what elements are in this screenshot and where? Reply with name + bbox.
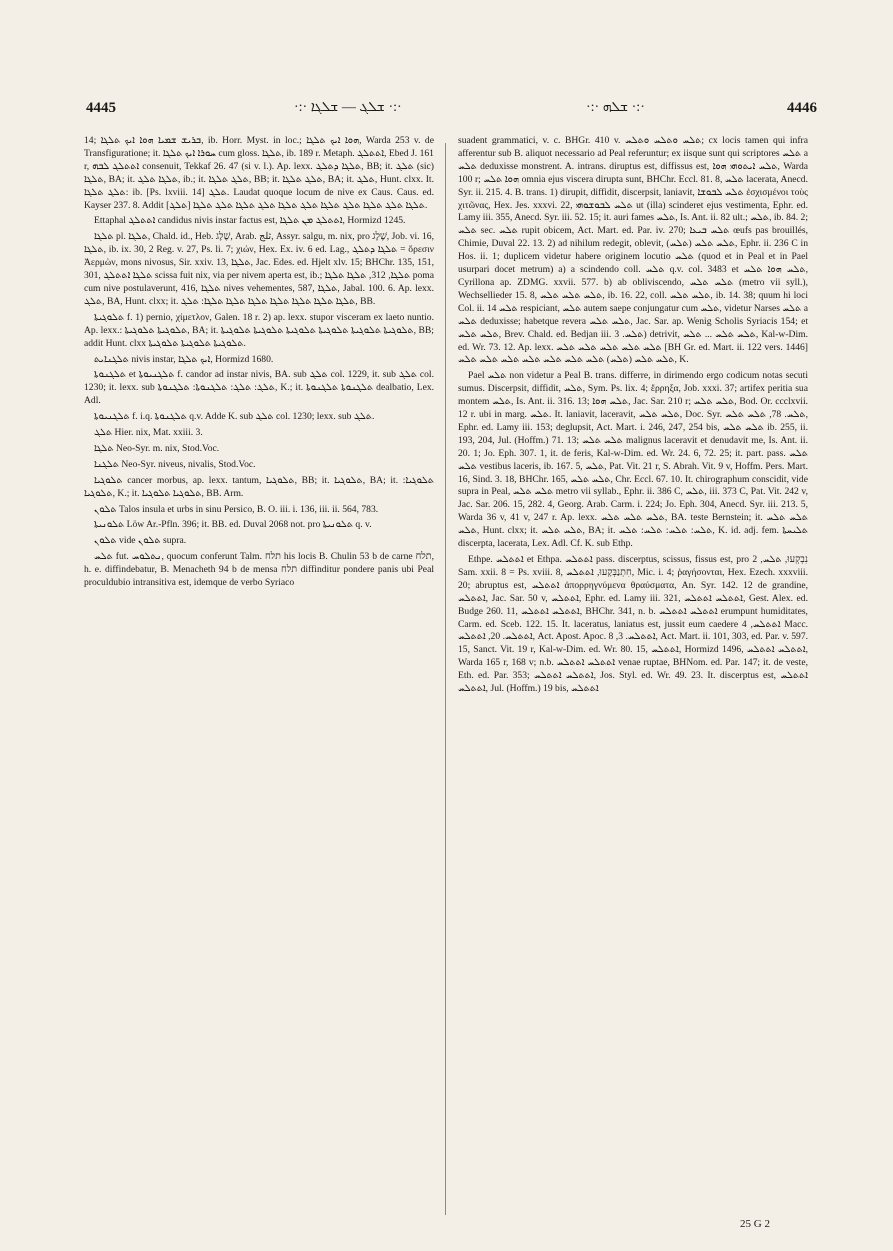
entry-paragraph: ܬܠܓܢܝܘܬܐ f. i.q. ܬܠܓܢܘܬܐ q.v. Adde K. sub ܬܠܓ col. 1230; lexx. sub ܬܠܓ. (94, 411, 375, 423)
running-head-left: ·:· ܫܠܓ — ܫܠܓܐ ·:· (294, 100, 402, 115)
entry-paragraph: ܬܠܓ Hier. nix, Mat. xxiii. 3. (94, 427, 203, 439)
entry-paragraph: Ethpe. ܐܬܬܠܚ et Ethpa. ܐܬܬܠܚ pass. discerptus, scissus, fissus est, pro נִבְקְעוּ, ܬܠܚ, 2 Sam. xxii. 8 = Ps. xviii. 8, חִתְנַבְּקָעוּ, ܐܬܬܠܚ, Mic. i. 4; ῥαγήσονται, Hex. Ezech. xxxviii. 20; abruptus est, ܐܬܬܠܚ ἀπορρηγνύμενα θραύσματα, An. Syr. 142. 12 de grandine, ܐܬܬܠܚ, Jac. Sar. 50 v, ܐܬܬܠܚ, Ephr. ed. Lamy iii. 321, ܐܬܬܠܚ ܐܬܬܠܚ, Gest. Alex. ed. Budge 260. 11, ܐܬܬܠܚ ܐܬܬܠܚ, BHChr. 341, n. b. ܐܬܬܠܚ ܐܬܬܠܚ erumpunt humiditates, Carm. ed. Sceb. 122. 15. It. laceratus, laniatus est, jussit eum caedere ܐܬܬܠܚ, 4 Macc. ܐܬܬܠܚ. 20, ܐܬܬܠܚ, Act. Apost. Apoc. ܐܬܬܠܚ. 3, 8, Act. Mart. ii. 101, 303, ed. Par. v. 597. 15, Sanct. Vit. 19 r, Kal-w-Dim. ed. Wr. 80. 15, ܐܬܬܠܚ, Hormizd 1496, ܐܬܬܠܚ ܐܬܬܠܚ, Warda 165 r, 168 v; n.b. ܐܬܬܠܚ ܐܬܬܠܚ venae ruptae, BHNom. ed. Par. 147; it. de veste, Eth. ed. Par. 353; ܐܬܬܠܚ ܐܬܬܠܚ, Jos. Styl. ed. Wr. 49. 23. It. discerptus est, ܐܬܬܠܚ ܐܬܬܠܚ, Jul. (Hoffm.) 19 bis, ܐܬܬܠܚ (458, 554, 808, 695)
left-column (84, 135, 434, 1215)
entry-paragraph: ܬܠܓܐ Neo-Syr. m. nix, Stod.Voc. (94, 442, 220, 454)
page-header (76, 100, 817, 124)
entry-paragraph: ܬܠܘܓܝܬܐ f. 1) pernio, χίμετλον, Galen. 18 r. 2) ap. lexx. stupor visceram ex laeto nuntio. Ap. lexx.: ܬܠܘܓܝܬܐ ܬܠܘܓܝܬܐ, BA; it. ܬܠܘܓܝܬܐ ܬܠܘܓܝܬܐ ܬܠܘܓܝܬܐ ܬܠܘܓܝܬܐ ܬܠܘܓܝܬܐ ܬܠܘܓܝܬܐ, BB; addit Hunt. clxx ܬܠܘܓܝܬܐ ܬܠܘܓܝܬܐ ܬܠܘܓܝܬܐ. (84, 311, 434, 349)
page-number-left: 4445 (86, 100, 116, 116)
entry-paragraph: suadent grammatici, v. c. BHGr. 410 v. ܬܠܚ ܘܬܠܚ ܘܬܠܚ; cx locis tamen qui infra afferentur sub B. aliquot necessario ad Peal referuntur; ex iisque sunt qui scriptores ܬܠܚ a ܬܠܚ deduxisse monstrent. A. intrans. diruptus est, diffissus est, ܬܠܚ ܐܝܬܘܗܝ ܗܘܐ, Warda 100 r; ܗܘܐ ܬܠܚ omnia ejus viscera dirupta sunt, BHChr. Eccl. 81. 8, ܬܠܚ lacerata, Anecd. Syr. ii. 215. 4. B. trans. 1) dirupit, diffidit, discerpsit, laniavit, ܬܠܚ ܠܒܘܫܐ ἐσχισμένοι τοὺς χιτῶνας, Hex. Jes. xxxvi. 22, ܬܠܚ ܠܒܘܫܘܗܝ ut (illa) scinderet ejus vestimenta, Ephr. ed. Lamy iii. 355, Anecd. Syr. iii. 52. 15; it. auri fames ܬܠܚ, Is. Ant. ii. 82 ult.; ܬܠܚ, ib. 84. 2; ܬܠܚ sec. ܬܠܚ rupit obicem, Act. Mart. ed. Par. iv. 270; ܬܠܚ ܒܝܥܐ œufs pas brouillés, Chimie, Duval 22. 13. 2) ad nihilum redegit, oblevit, (ܬܠܚ) ܬܠܚ ܬܠܚ, Ephr. ii. 236 C in Hos. ii. 1; duplicem videtur habere originem locutio ܬܠܚ (quod et in Peal et in Pael usurpari docet metrum) a) a scindendo coll. ܬܠܚ q.v. col. 3483 et ܬܠܚ ܗܘܐ ܬܠܚ, Cyrillona ap. ZDMG. xxvii. 577. b) ab obliviscendo, ܬܠܚ ܬܠܚ (metro vii syll.), Wechsellieder 15. 8, ܬܠܚ ܬܠܚ ܬܠܚ, ib. 16. 22, coll. ܬܠܚ ܬܠܚ, ib. 14. 38; quum hi loci Col. ii. 14 ܬܠܚ respiciant, ܬܠܚ autem saepe conjungatur cum ܬܠܚ, videtur Narses ܬܠܚ a ܬܠܚ deduxisse; habetque revera ܬܠܚ ܬܠܚ, Jac. Sar. ap. Wenig Scholis Syriacis 154; et ܬܠܚ ܬܠܚ, Brev. Chald. ed. Bedjan iii. ܬܠܚ. 3) detrivit, ܬܠܚ ܬܠܚ ... ܬܠܚ, Kal-w-Dim. ed. Wr. 73. 12. Ap. lexx. ܬܠܚ ܬܠܚ ܬܠܚ ܬܠܚ ܬܠܚ [BH Gr. ed. Mart. ii. 122 vers. 1446] ܬܠܚ ܬܠܚ (ܬܠܚ) ܬܠܚ ܬܠܚ ܬܠܚ ܬܠܚ ܬܠܚ ܬܠܚ ܬܠܚ, K. (458, 135, 808, 366)
page-number-right: 4446 (787, 100, 817, 116)
running-head-right: ·:· ܫܠܗ ·:· (586, 100, 645, 115)
entry-paragraph: ܬܠܘܓܝܐ cancer morbus, ap. lexx. tantum, ܬܠܘܓܝܐ, BB; it. ܬܠܘܓܝܐ, BA; it. ܬܠܘܓܝܐ: ܬܠܘܓܝܐ, K.; it. ܬܠܘܓܝܐ ܬܠܘܓܝܐ, BB. Arm. (84, 474, 434, 499)
entry-paragraph: Ettaphal ܐܬܬܠܓ candidus nivis instar factus est, ܐܬܬܠܓ ܡܢ ܬܠܓܐ, Hormizd 1245. (94, 215, 406, 227)
entry-paragraph: ܬܠܓܢܐܝܬ nivis instar, ܐܝܟ ܬܠܓܐ, Hormizd 1680. (94, 353, 274, 365)
entry-paragraph: ܬܠܘܢ Talos insula et urbs in sinu Persico, B. O. iii. i. 136, iii. ii. 564, 783. (94, 503, 379, 515)
signature-mark: 25 G 2 (740, 1218, 770, 1230)
entry-paragraph: ܬܠܓܢܘܬܐ et ܬܠܓܢܝܘܬܐ f. candor ad instar nivis, BA. sub ܬܠܓ col. 1229, it. sub ܬܠܓ col. 1230; it. lexx. sub ܬܠܓ: ܬܠܓ: ܬܠܓܢܘܬܐ: ܬܠܓܢܘܬܐ, K.; it. ܬܠܓܢܘܬܐ ܬܠܓܢܘܬܐ dealbatio, Lex. Adl. (84, 369, 434, 407)
entry-paragraph: ܬܠܚ fut. ܢܬܠܘܚ, quocum conferunt Talm. תלח his locis B. Chulin 53 b de carne תלח, h. e. diffindebatur, B. Menacheth 94 b de mensa תלח diffinditur pondere panis ubi Peal proculdubio intransitiva est, idemque de verbo Syriaco (84, 551, 434, 589)
entry-paragraph: ܬܠܓܐ pl. ܬܠܓܐ, Chald. id., Heb. שֶׁלֶג, Arab. ثلج, Assyr. salgu, m. nix, pro שֶׁלֶג, Job. vi. 16, ܬܠܓܐ, ib. ix. 30, 2 Reg. v. 27, Ps. li. 7; χιών, Hex. Ex. iv. 6 ed. Lag., ܬܠܓܐ ܕܬܠܓ = ὄρεσιν Ἀερμὼν, mons nivosus, Sir. xxiv. 13, ܬܠܓܐ, Jac. Edes. ed. Hjelt xlv. 15; BHChr. 135, 151, 301, ܬܠܓܐ ܐܬܬܠܓ scissa fuit nix, via per nivem aperta est, ib.; ܬܠܓܐ, 312, ܬܠܓܐ ܬܠܓܐ poma cum nive postulaverunt, 416, ܬܠܓܐ nives vehementes, 587, ܬܠܓܐ, Jabal. 100. 6. Ap. lexx. ܬܠܓ, BA, Hunt. clxx; it. ܬܠܓܐ ܬܠܓܐ ܬܠܓܐ ܬܠܓܐ ܬܠܓܐ ܬܠܓܐ ܬܠܓܐ: ܬܠܓ, BB. (84, 231, 434, 307)
entry-paragraph: Pael ܬܠܚ non videtur a Peal B. trans. differre, in dirimendo ergo codicum notas secuti sumus. Discerpsit, diffidit, ܬܠܚ, Sym. Ps. lix. 4; ἔρρηξα, Job. xxxi. 37; artifex peritia sua montem ܬܠܚ, Is. Ant. ii. 316. 13; ܬܠܚ ܗܘܐ, Jac. Sar. 210 r; ܬܠܚ ܬܠܚ, Bod. Or. ccclxvii. 12 r. ubi in marg. ܬܠܚ. It. laniavit, laceravit, ܬܠܚ ܬܠܚ, Doc. Syr. ܬܠܚ. 78, ܬܠܚ ܬܠܚ, Ephr. ed. Lamy iii. 153; deglupsit, Act. Mart. i. 246, 247, 254 bis, ܬܠܚ ܬܠܚ ib. 255, ii. 193, 204, Jul. (Hoffm.) 71. 13; ܬܠܚ ܬܠܚ malignus laceravit et denudavit me, Is. Ant. ii. 20. 1; Jo. Eph. 307. 1, it. de feris, Kal-w-Dim. ed. Wr. 24. 6, 72. 25; it. part. pass. ܬܠܚ ܬܠܚ vestibus laceris, ib. 167. 5, ܬܠܚ, Pat. Vit. 21 r, S. Abrah. Vit. 9 v, Hoffm. Pers. Mart. 16, Sind. 3. 18, BHChr. 165, ܬܠܚ ܬܠܚ, Chr. Eccl. 67. 10. It. chirographum conscidit, vide supra in Peal, ܬܠܚ ܬܠܚ metro vii syllab., Ephr. ii. 386 C, ܬܠܚ, iii. 373 C, Pat. Vit. 242 v, Jac. Sar. 206. 15, 282. 4, Georg. Arab. Carm. i. 224; Jo. Eph. 304, Anecd. Syr. iii. 213. 5, Warda 36 v, 41 v, 247 r. Ap. lexx. ܬܠܚ ܬܠܚ ܬܠܚ, BA. teste Bernstein; it. ܬܠܚ ܬܠܚ ܬܠܚ, Hunt. clxx; it. ܬܠܚ ܬܠܚ, BA; it. ܬܠܚ: ܬܠܚ: ܬܠܚ: ܬܠܚ, K. id. adj. fem. ܬܠܝܚܬܐ discerpta, lacerata, Lex. Adl. Cf. K. sub Ethp. (458, 370, 808, 550)
column-divider (445, 143, 446, 1215)
right-column (458, 135, 808, 1215)
entry-paragraph: ܬܠܘܢ vide ܬܠܘܢ supra. (94, 535, 187, 547)
entry-paragraph: ܬܠܓܢܐ Neo-Syr. niveus, nivalis, Stod.Voc. (94, 458, 256, 470)
entry-paragraph: ܬܠܘܢܝܬܐ Löw Ar.-Pfln. 396; it. BB. ed. Duval 2068 not. pro ܬܠܘܢܝܬܐ q. v. (94, 519, 372, 531)
entry-paragraph: 14; ܒܪܝܫ ܫܡܝܐ ܗܘܐ ܐܝܟ ܬܠܓܐ, ib. Horr. Myst. in loc.; ܗܘܐ ܐܝܟ ܬܠܓܐ, Warda 253 v. de Transfiguratione; it. ܚܘܪܐ ܐܝܟ ܬܠܓܐ cum gloss. ܬܠܓܐ, ib. 189 r. Metaph. ܐܬܬܠܓ, Ebed J. 161 r, ܐܬܬܠܓ ܠܒܗ consenuit, Tekkaf 26. 47 (si v. l.). Ap. lexx. ܬܠܓܐ ܕܬܠܓ, BB; it. ܬܠܓ (sic) ܬܠܓܐ, BA; it. ܬܠܓܐ ܬܠܓ, ib.; it. ܬܠܓ ܬܠܓܐ, BB; it. ܬܠܓ ܬܠܓܐ, BA; it. ܬܠܓ, Hunt. clxx. It. ܬܠܓ ܬܠܓܐ: ib. [Ps. lxviii. 14] ܬܠܓ. Laudat quoque locum de nive ex Caus. Caus. ed. Kayser 237. 8. Addit [ܬܠܓ] ܬܠܓܐ ܬܠܓ ܬܠܓܐ ܬܠܓ ܬܠܓܐ ܬܠܓ ܬܠܓܐ ܬܠܓ ܬܠܓܐ ܬܠܓ ܬܠܓܐ. (84, 135, 434, 211)
